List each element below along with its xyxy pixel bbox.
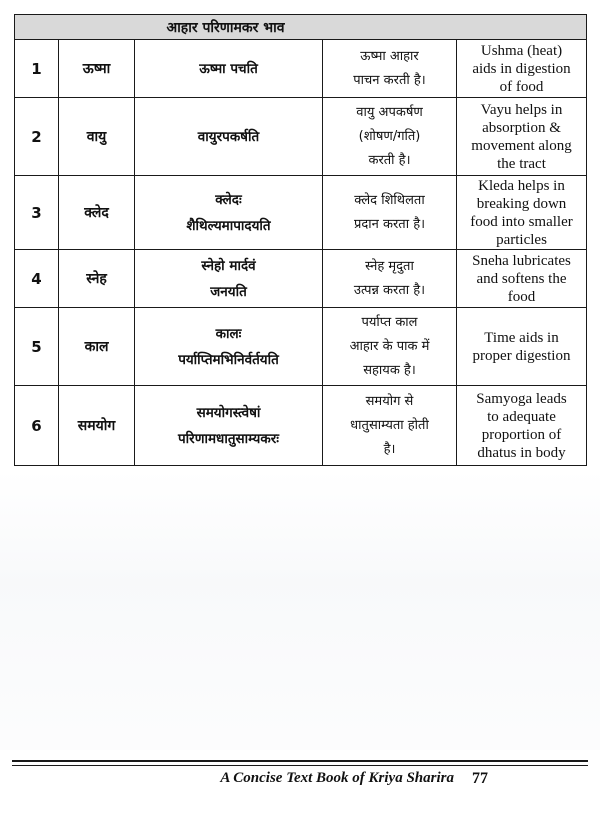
english-line: breaking down (476, 195, 567, 212)
english-text (457, 250, 587, 308)
english-text (457, 40, 587, 98)
english-line: absorption & (482, 119, 561, 136)
bhava-name: वायु (59, 98, 135, 176)
english-line: Vayu helps in (480, 101, 563, 118)
english-line: movement along (471, 137, 572, 154)
sanskrit-line: जनयति (210, 283, 247, 300)
hindi-line: वायु अपकर्षण (356, 104, 423, 120)
bhava-name: काल (59, 308, 135, 386)
row-number: 1 (15, 40, 59, 98)
english-text (457, 176, 587, 250)
english-line: the tract (497, 155, 546, 172)
english-line: Time aids in (484, 329, 559, 346)
hindi-line: (शोषण/गति) (358, 128, 421, 144)
english-line: food (507, 288, 536, 305)
page-background-bleed (0, 470, 600, 750)
english-line: to adequate (487, 408, 556, 425)
hindi-line: करती है। (368, 152, 411, 168)
sanskrit-line: क्लेदः (215, 191, 242, 208)
sanskrit-text (135, 308, 323, 386)
english-line: and softens the (476, 270, 567, 287)
footer-divider (12, 760, 588, 762)
english-line: dhatus in body (477, 444, 566, 461)
sanskrit-line: समयोगस्त्वेषां (196, 404, 261, 421)
sanskrit-line: शैथिल्यमापादयति (186, 217, 271, 234)
ahara-parinamakara-bhava-table (14, 14, 587, 466)
english-line: aids in digestion (472, 60, 571, 77)
sanskrit-line: ऊष्मा पचति (199, 60, 258, 77)
english-text (457, 98, 587, 176)
table-title: आहार परिणामकर भाव (15, 15, 587, 40)
page-number: 77 (472, 770, 488, 787)
english-line: Ushma (heat) (480, 42, 563, 59)
hindi-text (323, 386, 457, 466)
hindi-line: पाचन करती है। (353, 72, 426, 88)
hindi-line: पर्याप्त काल (361, 314, 418, 330)
english-text (457, 386, 587, 466)
row-number: 6 (15, 386, 59, 466)
row-number: 4 (15, 250, 59, 308)
hindi-line: क्लेद शिथिलता (354, 192, 425, 208)
english-line: of food (499, 78, 544, 95)
english-line: Kleda helps in (478, 177, 565, 194)
table-row (15, 386, 587, 466)
table-row (15, 176, 587, 250)
hindi-line: समयोग से (365, 393, 414, 409)
english-line: particles (496, 231, 547, 248)
hindi-text (323, 98, 457, 176)
hindi-line: ऊष्मा आहार (360, 48, 419, 64)
bhava-name: स्नेह (59, 250, 135, 308)
hindi-line: है। (383, 441, 396, 457)
english-line: proper digestion (472, 347, 571, 364)
row-number: 2 (15, 98, 59, 176)
sanskrit-text (135, 176, 323, 250)
hindi-text (323, 250, 457, 308)
english-line: food into smaller (470, 213, 573, 230)
bhava-name: क्लेद (59, 176, 135, 250)
hindi-line: स्नेह मृदुता (365, 258, 414, 274)
hindi-line: आहार के पाक में (349, 338, 430, 354)
sanskrit-text (135, 98, 323, 176)
sanskrit-line: वायुरपकर्षति (197, 128, 260, 145)
footer-divider-thin (12, 765, 588, 766)
bhava-name: ऊष्मा (59, 40, 135, 98)
table-row (15, 250, 587, 308)
hindi-line: धातुसाम्यता होती (350, 417, 429, 433)
sanskrit-text (135, 386, 323, 466)
sanskrit-line: स्नेहो मार्दवं (201, 257, 256, 274)
hindi-line: प्रदान करता है। (353, 216, 426, 232)
english-line: Sneha lubricates (472, 252, 571, 269)
table-title-row (15, 15, 587, 40)
table-row (15, 40, 587, 98)
table-row (15, 308, 587, 386)
sanskrit-line: पर्याप्तिमभिनिर्वर्तयति (178, 351, 279, 368)
english-line: Samyoga leads (476, 390, 567, 407)
hindi-text (323, 176, 457, 250)
hindi-line: सहायक है। (363, 362, 416, 378)
sanskrit-text (135, 250, 323, 308)
row-number: 3 (15, 176, 59, 250)
sanskrit-text (135, 40, 323, 98)
sanskrit-line: परिणामधातुसाम्यकरः (178, 430, 279, 447)
hindi-text (323, 40, 457, 98)
sanskrit-line: कालः (215, 325, 242, 342)
hindi-line: उत्पन्न करता है। (353, 282, 426, 298)
table-row (15, 98, 587, 176)
english-line: proportion of (481, 426, 562, 443)
bhava-name: समयोग (59, 386, 135, 466)
english-text (457, 308, 587, 386)
hindi-text (323, 308, 457, 386)
row-number: 5 (15, 308, 59, 386)
footer-book-title: A Concise Text Book of Kriya Sharira (220, 770, 454, 786)
